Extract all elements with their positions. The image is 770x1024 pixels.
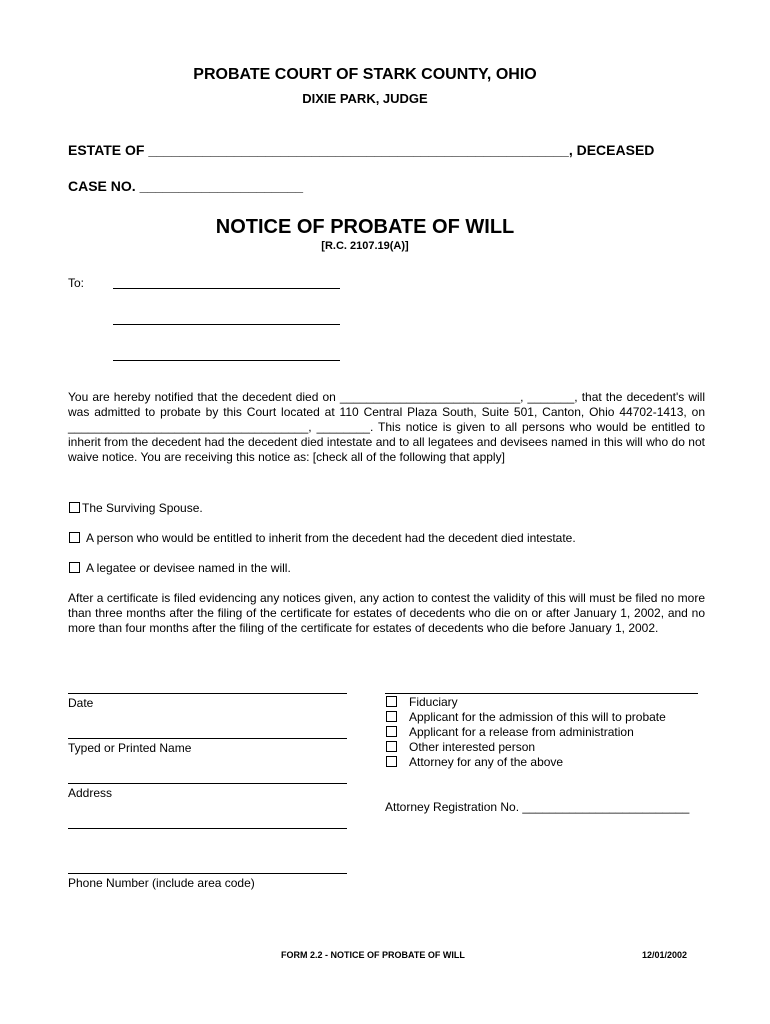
address-line-2[interactable] [68, 828, 347, 829]
date-line[interactable] [68, 693, 347, 694]
printed-name-line[interactable] [68, 738, 347, 739]
applicant-release-checkbox[interactable] [386, 726, 397, 737]
legatee-checkbox[interactable] [69, 562, 80, 573]
legatee-label: A legatee or devisee named in the will. [86, 561, 291, 575]
to-label: To: [68, 276, 85, 290]
applicant-release-label: Applicant for a release from administration [409, 725, 634, 739]
surviving-spouse-checkbox[interactable] [69, 502, 80, 513]
fiduciary-checkbox[interactable] [386, 696, 397, 707]
interested-person-checkbox[interactable] [386, 741, 397, 752]
address-label: Address [68, 786, 113, 800]
estate-line[interactable]: ESTATE OF ______________________________________________________, DECEASED [68, 142, 655, 158]
court-title: PROBATE COURT OF STARK COUNTY, OHIO [193, 66, 537, 83]
statute-reference: [R.C. 2107.19(A)] [321, 240, 409, 252]
interested-person-label: Other interested person [409, 740, 536, 754]
intestate-heir-label: A person who would be entitled to inherit from the decedent had the decedent died intestate. [86, 531, 576, 545]
form-date: 12/01/2002 [642, 950, 688, 960]
form-footer: FORM 2.2 - NOTICE OF PROBATE OF WILL [281, 950, 465, 960]
printed-name-label: Typed or Printed Name [68, 741, 192, 755]
date-label: Date [68, 696, 94, 710]
recipient-line-3[interactable] [113, 360, 340, 361]
attorney-checkbox[interactable] [386, 756, 397, 767]
fiduciary-label: Fiduciary [409, 695, 458, 709]
phone-line[interactable] [68, 873, 347, 874]
recipient-line-2[interactable] [113, 324, 340, 325]
notice-paragraph: You are hereby notified that the decedent died on ___________________________, _______, that the decedent's will was admitted to probate by this Court located at 110 Central Plaza South, Suite 501, Canton, Ohio 44702-1413, on ____________________________________, ________. This notice is given to all persons who would be entitled to inherit from the decedent had the decedent died intestate and to all legatees and devisees named in this will who do not waive notice. You are receiving this notice as: [check all of the following that apply] [68, 390, 705, 464]
attorney-label: Attorney for any of the above [409, 755, 564, 769]
judge-name: DIXIE PARK, JUDGE [302, 91, 428, 106]
recipient-line-1[interactable] [113, 288, 340, 289]
attorney-registration-line[interactable]: Attorney Registration No. _________________________ [385, 800, 690, 814]
surviving-spouse-label: The Surviving Spouse. [82, 501, 203, 515]
address-line-1[interactable] [68, 783, 347, 784]
applicant-admission-label: Applicant for the admission of this will to probate [409, 710, 666, 724]
signature-line[interactable] [385, 693, 698, 694]
case-number-line[interactable]: CASE NO. _____________________ [68, 178, 304, 194]
intestate-heir-checkbox[interactable] [69, 532, 80, 543]
contest-paragraph: After a certificate is filed evidencing any notices given, any action to contest the validity of this will must be filed no more than three months after the filing of the certificate for estates of decedents who die on or after January 1, 2002, and no more than four months after the filing of the certificate for estates of decedents who die before January 1, 2002. [68, 591, 705, 635]
phone-label: Phone Number (include area code) [68, 876, 255, 890]
applicant-admission-checkbox[interactable] [386, 711, 397, 722]
notice-title: NOTICE OF PROBATE OF WILL [215, 216, 515, 238]
